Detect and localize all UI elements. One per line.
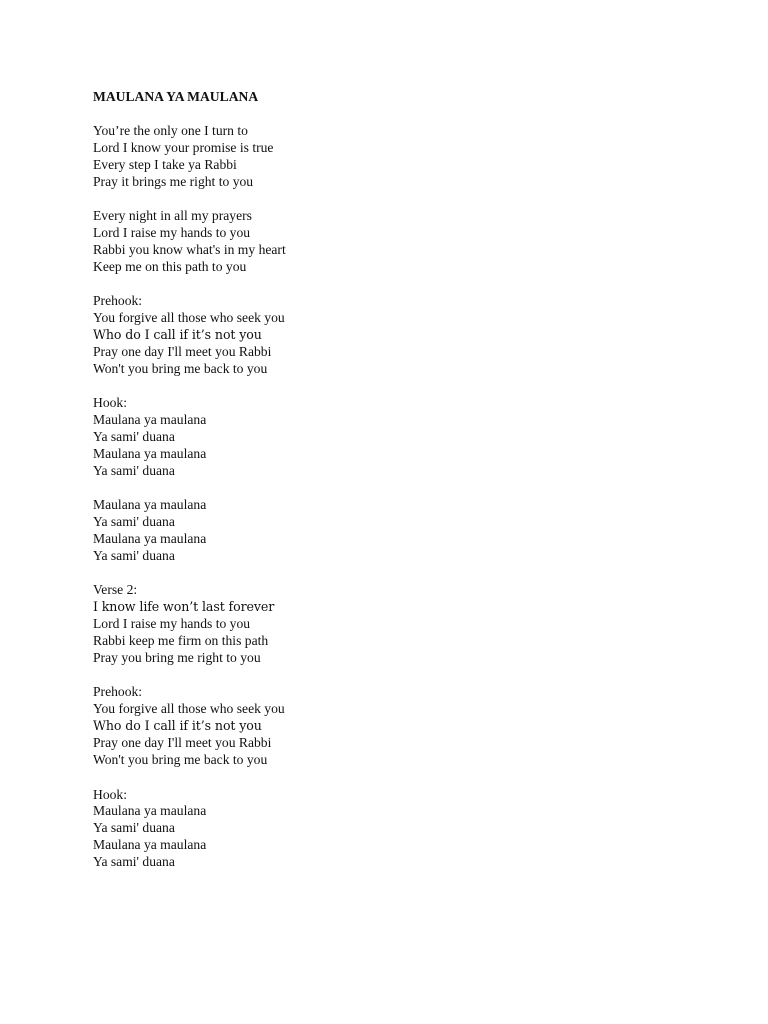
lyric-line: Ya sami' duana xyxy=(93,429,175,445)
lyric-line: You’re the only one I turn to xyxy=(93,123,248,138)
lyric-line: Maulana ya maulana xyxy=(93,497,207,513)
stanza-verse-1-part-1 xyxy=(93,123,693,191)
lyric-line: Maulana ya maulana xyxy=(93,446,207,461)
section-label: Prehook: xyxy=(93,293,143,309)
lyric-line: Maulana ya maulana xyxy=(93,837,207,853)
lyric-line: Ya sami' duana xyxy=(93,820,175,836)
lyric-line: Ya sami' duana xyxy=(93,854,175,870)
lyric-line: Ya sami' duana xyxy=(93,548,175,564)
lyric-line: Who do I call if it’s not you xyxy=(93,327,262,343)
lyric-line: Pray one day I'll meet you Rabbi xyxy=(93,343,272,359)
lyric-line: Pray you bring me right to you xyxy=(93,650,261,666)
stanza-hook-1 xyxy=(93,395,693,480)
lyric-line: Lord I raise my hands to you xyxy=(93,616,251,632)
lyric-line: Maulana ya maulana xyxy=(93,803,207,819)
stanza-verse-1-part-2 xyxy=(93,208,693,276)
stanza-prehook-2 xyxy=(93,684,693,769)
lyric-line: Ya sami' duana xyxy=(93,462,175,478)
lyric-line: You forgive all those who seek you xyxy=(93,701,285,717)
lyric-line: Maulana ya maulana xyxy=(93,531,207,547)
section-label: Hook: xyxy=(93,786,127,802)
lyric-line: Keep me on this path to you xyxy=(93,258,247,274)
section-label: Prehook: xyxy=(93,684,143,700)
lyric-line: Won't you bring me back to you xyxy=(93,360,268,376)
lyric-line: Lord I know your promise is true xyxy=(93,139,274,155)
stanza-hook-repeat xyxy=(93,497,693,565)
lyric-line: You forgive all those who seek you xyxy=(93,310,285,326)
stanza-hook-2 xyxy=(93,787,693,872)
lyric-line: Rabbi keep me firm on this path xyxy=(93,633,269,649)
stanza-verse-2 xyxy=(93,582,693,667)
lyrics-content xyxy=(93,88,693,889)
lyric-line: Rabbi you know what's in my heart xyxy=(93,241,286,257)
lyric-line: Lord I raise my hands to you xyxy=(93,225,251,241)
lyric-line: I know life won’t last forever xyxy=(93,599,275,615)
document-title: MAULANA YA MAULANA xyxy=(93,89,259,104)
lyric-line: Every step I take ya Rabbi xyxy=(93,156,237,172)
stanza-prehook-1 xyxy=(93,293,693,378)
section-label: Hook: xyxy=(93,395,127,411)
lyric-line: Pray one day I'll meet you Rabbi xyxy=(93,735,272,751)
section-label: Verse 2: xyxy=(93,582,138,598)
lyric-line: Pray it brings me right to you xyxy=(93,173,254,189)
lyric-line: Won't you bring me back to you xyxy=(93,752,268,768)
lyric-line: Maulana ya maulana xyxy=(93,412,207,428)
lyric-line: Every night in all my prayers xyxy=(93,208,252,224)
lyric-line: Who do I call if it’s not you xyxy=(93,718,262,734)
lyric-line: Ya sami' duana xyxy=(93,514,175,530)
